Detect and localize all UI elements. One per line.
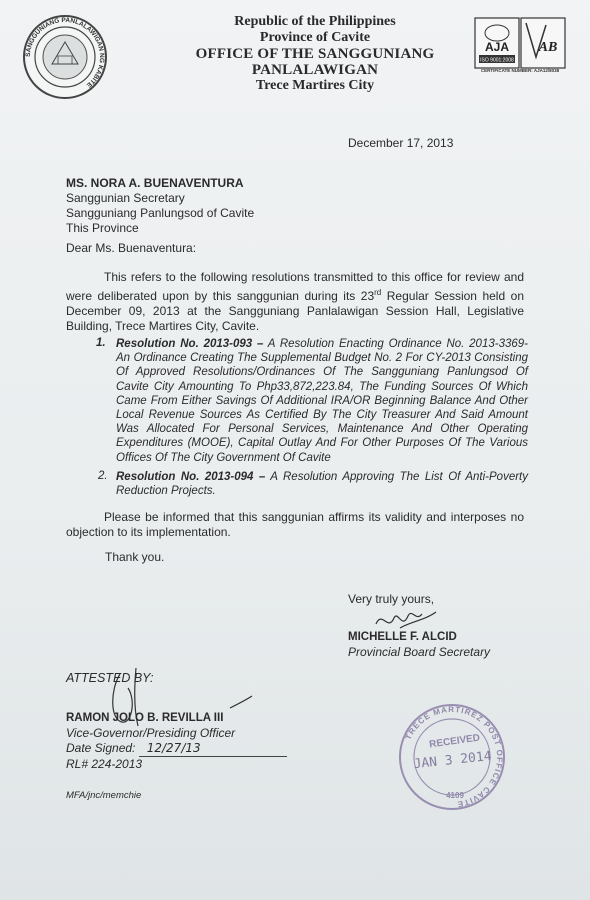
stamp-received: RECEIVED <box>428 732 481 751</box>
resolution-2-number: Resolution No. 2013-094 – <box>116 471 266 483</box>
ab-label: AB <box>538 40 558 55</box>
resolution-1-marker: 1. <box>96 337 106 349</box>
recipient-office: Sangguniang Panlungsod of Cavite <box>66 206 255 220</box>
attester-name: RAMON JOLO B. REVILLA III <box>66 712 224 724</box>
stamp-ring-text: TRECE MARTIREZ POST OFFICE CAVITE <box>403 704 505 809</box>
intro-paragraph <box>66 270 524 334</box>
letterhead-line2: Province of Cavite <box>259 30 371 45</box>
received-stamp-icon <box>395 700 510 815</box>
attested-label: ATTESTED BY: <box>66 671 154 685</box>
resolution-1 <box>116 337 528 465</box>
resolution-1-number: Resolution No. 2013-093 – <box>116 338 264 350</box>
iso-label: ISO 9001:2008 <box>480 57 514 64</box>
closing-paragraph: Please be informed that this sanggunian affirms its validity and interposes no objection to its implementation. <box>66 510 524 539</box>
letterhead <box>150 14 480 94</box>
stamp-date: JAN 3 2014 <box>412 748 493 773</box>
certificate-number: CERTIFICATE NUMBER: AJA12/8038 <box>480 68 560 73</box>
signatory-name: MICHELLE F. ALCID <box>348 631 457 643</box>
salutation: Dear Ms. Buenaventura: <box>66 241 197 255</box>
intro-text-a: This refers to the following resolutions transmitted to this office for review and were deliberated upon by this sanggunian during its 23 <box>66 270 524 303</box>
resolution-1-text: A Resolution Enacting Ordinance No. 2013-3369- An Ordinance Creating The Supplemental Budget No. 2 For CY-2013 Consisting Of Approved Resolutions/Ordinances Of The Sangguniang Panlungsod Of Cavite City Amounting To Php33,872,223.84, The Funding Sources Of Which Came From Either Savings Of Additional IRA/OR Beginning Balance And Other Local Revenue Sources As Certified By The City Treasurer And Said Amount Was Allocated For Personal Services, Maintenance And Other Operating Expenditures (MOOE), Capital Outlay And For Other Purposes Of The Various Offices Of The City Government Of Cavite <box>116 338 528 464</box>
intro-text-b: Regular Session held on December 09, 2013 at the Sangguniang Panlalawigan Session Hall, Legislative Building, Trece Martires City, Cavite. <box>66 289 524 333</box>
resolution-2-marker: 2. <box>98 470 108 482</box>
provincial-seal-icon <box>22 14 108 100</box>
letterhead-office: OFFICE OF THE SANGGUNIANG PANLALAWIGAN <box>195 46 435 78</box>
recipient-name: MS. NORA A. BUENAVENTURA <box>66 176 244 190</box>
aja-label: AJA <box>484 40 510 54</box>
attester-block <box>66 711 287 772</box>
reference-initials: MFA/jnc/memchie <box>66 790 142 801</box>
signatory-title: Provincial Board Secretary <box>348 645 491 659</box>
thanks-line: Thank you. <box>105 550 165 564</box>
resolution-2 <box>116 470 528 498</box>
seal-ring-text: SANGGUNIANG PANLALAWIGAN NG KABITE <box>24 16 106 89</box>
signatory-block <box>348 630 490 660</box>
attester-rl: RL# 224-2013 <box>66 757 143 771</box>
attester-date-label: Date Signed: <box>66 741 136 755</box>
letterhead-city: Trece Martires City <box>255 78 375 93</box>
closing-line: Very truly yours, <box>348 592 435 606</box>
intro-superscript: rd <box>374 288 382 297</box>
attester-date-row <box>66 741 287 757</box>
recipient-block <box>66 176 254 236</box>
attester-date-value: 12/27/13 <box>139 741 287 757</box>
attester-title: Vice-Governor/Presiding Officer <box>66 726 236 740</box>
letter-date: December 17, 2013 <box>348 136 454 150</box>
stamp-code: 4109 <box>446 791 464 800</box>
letterhead-line1: Republic of the Philippines <box>234 14 396 29</box>
recipient-location: This Province <box>66 221 139 235</box>
recipient-title: Sanggunian Secretary <box>66 191 185 205</box>
resolution-2-text: A Resolution Approving The List Of Anti-Poverty Reduction Projects. <box>116 471 528 498</box>
